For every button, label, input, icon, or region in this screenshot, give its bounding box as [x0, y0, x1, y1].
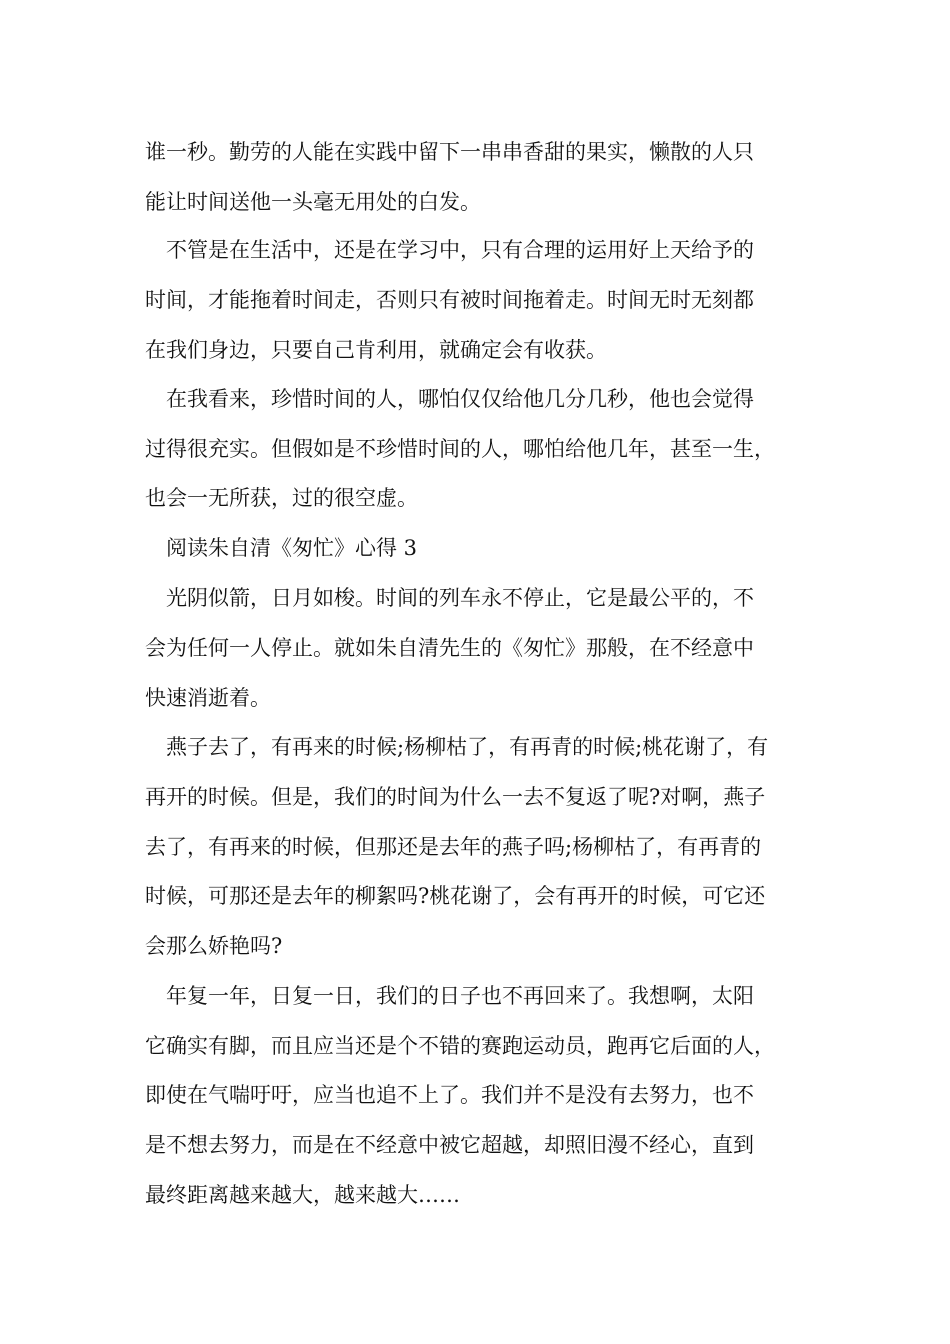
text-line: 快速消逝着。	[145, 686, 271, 710]
text-line: 过得很充实。但假如是不珍惜时间的人，哪怕给他几年，甚至一生，	[145, 437, 775, 461]
text-line: 谁一秒。勤劳的人能在实践中留下一串串香甜的果实，懒散的人只	[145, 140, 754, 164]
text-line: 即使在气喘吁吁，应当也追不上了。我们并不是没有去努力，也不	[145, 1083, 754, 1107]
text-line: 会为任何一人停止。就如朱自清先生的《匆忙》那般，在不经意中	[145, 636, 754, 660]
text-line: 去了，有再来的时候，但那还是去年的燕子吗;杨柳枯了，有再青的	[145, 835, 762, 859]
text-line: 能让时间送他一头毫无用处的白发。	[145, 190, 481, 214]
text-line: 时候，可那还是去年的柳絮吗?桃花谢了，会有再开的时候，可它还	[145, 884, 766, 908]
paragraph-first-line: 不管是在生活中，还是在学习中，只有合理的运用好上天给予的	[166, 238, 754, 262]
text-line: 会那么娇艳吗?	[145, 934, 283, 958]
text-line: 它确实有脚，而且应当还是个不错的赛跑运动员，跑再它后面的人，	[145, 1034, 775, 1058]
paragraph-first-line: 在我看来，珍惜时间的人，哪怕仅仅给他几分几秒，他也会觉得	[166, 387, 754, 411]
paragraph-first-line: 燕子去了，有再来的时候;杨柳枯了，有再青的时候;桃花谢了，有	[166, 735, 769, 759]
text-line: 也会一无所获，过的很空虚。	[145, 486, 418, 510]
text-line: 在我们身边，只要自己肯利用，就确定会有收获。	[145, 338, 607, 362]
text-line: 时间，才能拖着时间走，否则只有被时间拖着走。时间无时无刻都	[145, 288, 754, 312]
section-heading: 阅读朱自清《匆忙》心得 3	[166, 536, 418, 560]
paragraph-first-line: 光阴似箭，日月如梭。时间的列车永不停止，它是最公平的，不	[166, 586, 754, 610]
text-line: 最终距离越来越大，越来越大……	[145, 1183, 460, 1207]
paragraph-first-line: 年复一年，日复一日，我们的日子也不再回来了。我想啊，太阳	[166, 984, 754, 1008]
text-line: 再开的时候。但是，我们的时间为什么一去不复返了呢?对啊，燕子	[145, 785, 766, 809]
text-line: 是不想去努力，而是在不经意中被它超越，却照旧漫不经心，直到	[145, 1133, 754, 1157]
